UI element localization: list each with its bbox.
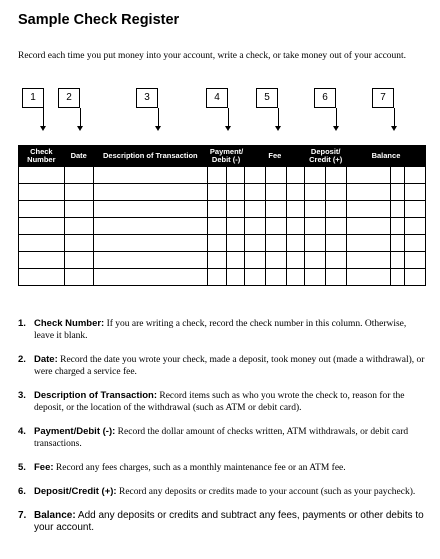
- note-text: Record the date you wrote your check, made a deposit, took money out (made a withdrawal), or were charged a service fee.: [34, 355, 425, 377]
- note-check-number: [18, 318, 426, 342]
- column-marker-1: 1: [22, 88, 44, 108]
- arrow-down-icon: [391, 126, 397, 131]
- table-row: [19, 167, 426, 184]
- note-term: Deposit/Credit (+):: [34, 486, 117, 497]
- note-text: Record items such as who you wrote the check to, reason for the deposit, or the location of the withdrawal (such as ATM or debit card).: [34, 391, 405, 413]
- arrow-down-icon: [77, 126, 83, 131]
- column-header-check-number: Check Number: [19, 146, 65, 167]
- note-number: 2.: [18, 354, 26, 365]
- table-row: [19, 184, 426, 201]
- column-notes: [18, 318, 426, 546]
- table-header-row: [19, 146, 426, 167]
- note-term: Payment/Debit (-):: [34, 426, 116, 437]
- note-term: Fee:: [34, 462, 54, 473]
- column-header-balance: Balance: [346, 146, 425, 167]
- table-row: [19, 201, 426, 218]
- arrow-line-4: [228, 108, 229, 128]
- column-marker-3: 3: [136, 88, 158, 108]
- arrow-down-icon: [225, 126, 231, 131]
- note-term: Description of Transaction:: [34, 390, 157, 401]
- arrow-line-7: [394, 108, 395, 128]
- column-marker-6: 6: [314, 88, 336, 108]
- note-deposit-credit: [18, 486, 426, 498]
- note-number: 7.: [18, 510, 27, 521]
- arrow-line-2: [80, 108, 81, 128]
- arrow-line-1: [43, 108, 44, 128]
- note-number: 4.: [18, 426, 26, 437]
- note-date: [18, 354, 426, 378]
- arrow-down-icon: [275, 126, 281, 131]
- column-header-deposit: Deposit/ Credit (+): [305, 146, 347, 167]
- table-row: [19, 218, 426, 235]
- arrow-down-icon: [155, 126, 161, 131]
- note-text: Record any deposits or credits made to your account (such as your paycheck).: [118, 487, 416, 497]
- table-row: [19, 252, 426, 269]
- arrow-line-5: [278, 108, 279, 128]
- column-header-description: Description of Transaction: [93, 146, 207, 167]
- note-text: Record the dollar amount of checks written, ATM withdrawals, or debit card transactions.: [34, 427, 409, 449]
- note-number: 3.: [18, 390, 26, 401]
- arrow-line-3: [158, 108, 159, 128]
- note-term: Balance:: [34, 510, 76, 521]
- note-fee: [18, 462, 426, 474]
- table-row: [19, 235, 426, 252]
- note-term: Date:: [34, 354, 58, 365]
- note-text: Add any deposits or credits and subtract any fees, payments or other debits to your account.: [34, 510, 424, 533]
- column-header-date: Date: [64, 146, 93, 167]
- column-marker-2: 2: [58, 88, 80, 108]
- arrow-down-icon: [333, 126, 339, 131]
- note-number: 1.: [18, 318, 26, 329]
- table-row: [19, 269, 426, 286]
- check-register-table: [18, 145, 426, 286]
- column-marker-4: 4: [206, 88, 228, 108]
- note-term: Check Number:: [34, 318, 105, 329]
- note-number: 5.: [18, 462, 26, 473]
- column-marker-7: 7: [372, 88, 394, 108]
- column-header-payment: Payment/ Debit (-): [207, 146, 244, 167]
- arrow-down-icon: [40, 126, 46, 131]
- page-title: Sample Check Register: [18, 12, 180, 28]
- note-text: If you are writing a check, record the check number in this column. Otherwise, leave it blank.: [34, 319, 407, 341]
- column-marker-5: 5: [256, 88, 278, 108]
- note-text: Record any fees charges, such as a monthly maintenance fee or an ATM fee.: [55, 463, 346, 473]
- note-description: [18, 390, 426, 414]
- column-header-fee: Fee: [245, 146, 305, 167]
- note-payment-debit: [18, 426, 426, 450]
- arrow-line-6: [336, 108, 337, 128]
- intro-text: Record each time you put money into your account, write a check, or take money out of your account.: [18, 51, 407, 61]
- note-balance: [18, 510, 426, 534]
- note-number: 6.: [18, 486, 26, 497]
